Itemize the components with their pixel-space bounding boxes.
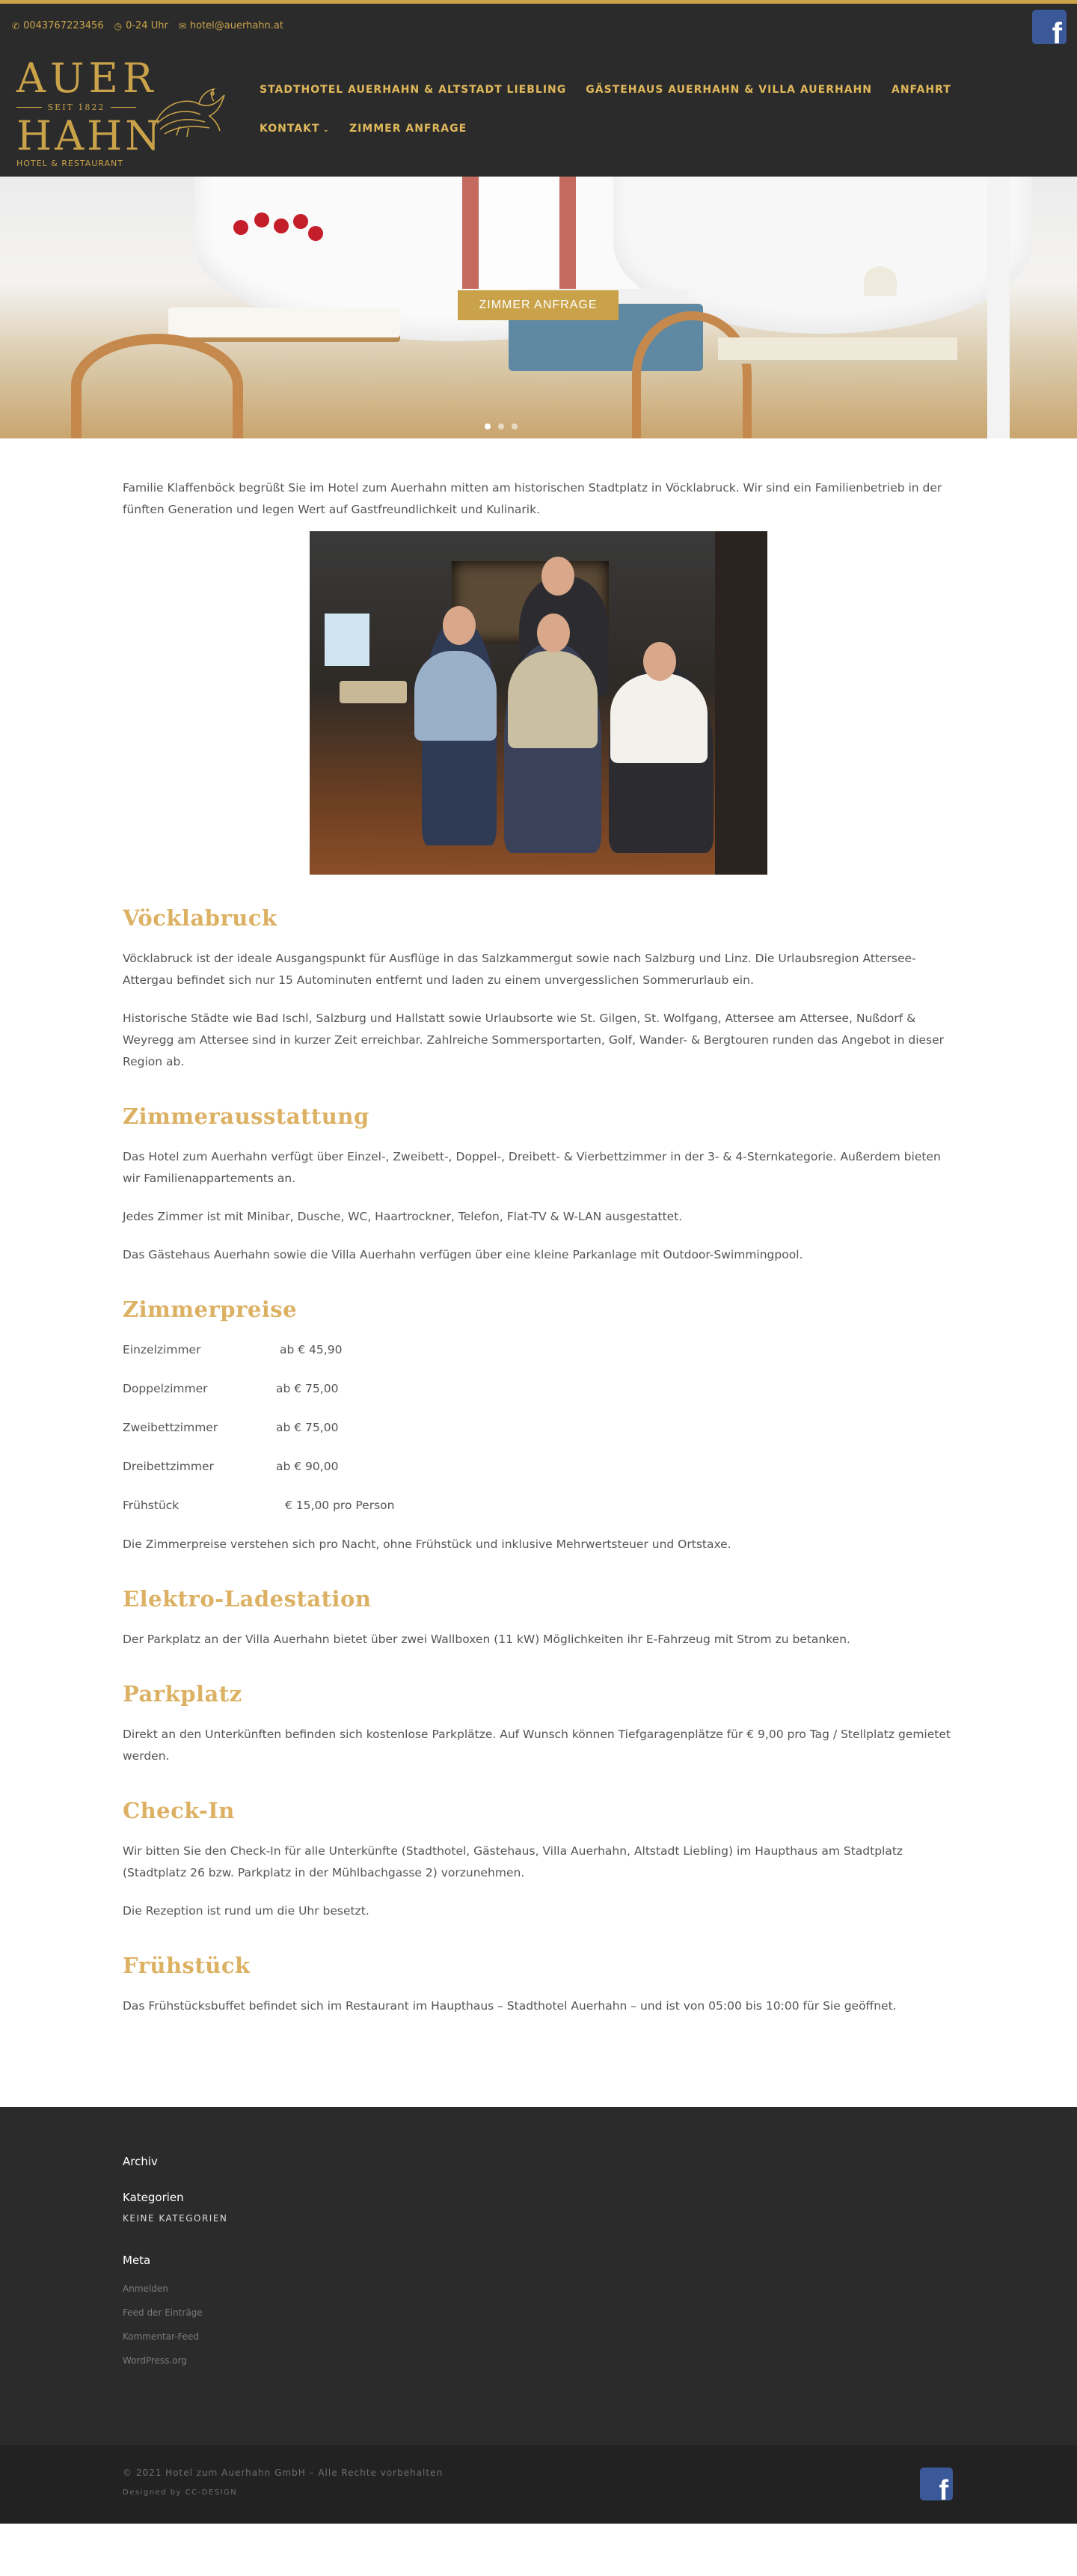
- facebook-icon[interactable]: f: [920, 2468, 953, 2500]
- voecklabruck-text-1: Vöcklabruck ist der ideale Ausgangspunkt für Ausflüge in das Salzkammergut sowie nach Salzburg und Linz. Die Urlaubsregion Attersee-Attergau befindet sich nur 15 Autominuten entfernt und laden zu einem unvergesslichen Sommerurlaub ein.: [123, 952, 916, 987]
- site-logo[interactable]: [16, 55, 164, 168]
- heading-check-in: Check-In: [123, 1798, 235, 1823]
- logo-word-hahn: HAHN: [16, 112, 164, 159]
- clock-icon: ◷: [114, 20, 123, 31]
- meta-link-anmelden[interactable]: Anmelden: [123, 2283, 168, 2294]
- meta-link-feed[interactable]: Feed der Einträge: [123, 2307, 203, 2318]
- opening-hours: [114, 20, 168, 31]
- zimmer-anfrage-button[interactable]: ZIMMER ANFRAGE: [458, 290, 619, 320]
- no-categories-text: KEINE KATEGORIEN: [123, 2213, 228, 2224]
- facebook-icon[interactable]: f: [1032, 10, 1067, 44]
- footer-heading-meta: Meta: [123, 2254, 151, 2267]
- chevron-down-icon: ⌄: [322, 126, 330, 134]
- fruehstueck-text: Das Frühstücksbuffet befindet sich im Restaurant im Haupthaus – Stadthotel Auerhahn – und ist von 05:00 bis 10:00 für Sie geöffnet.: [123, 1999, 897, 2013]
- nav-item-stadthotel[interactable]: STADTHOTEL AUERHAHN & ALTSTADT LIEBLING: [260, 84, 567, 96]
- footer-heading-kategorien: Kategorien: [123, 2191, 184, 2204]
- hero-slider: [0, 177, 1077, 438]
- nav-item-kontakt[interactable]: KONTAKT ⌄: [260, 123, 330, 135]
- footer-heading-archiv: Archiv: [123, 2155, 158, 2168]
- room-type: Doppelzimmer: [123, 1382, 208, 1395]
- copyright-text: © 2021 Hotel zum Auerhahn GmbH – Alle Rechte vorbehalten: [123, 2468, 444, 2478]
- slider-dots: [485, 423, 518, 429]
- intro-text: Familie Klaffenböck begrüßt Sie im Hotel zum Auerhahn mitten am historischen Stadtplatz in Vöcklabruck. Wir sind ein Familienbetrieb in der fünften Generation und legen Wert auf Gastfreundlichkeit und Kulinarik.: [123, 481, 942, 516]
- room-price: ab € 45,90: [280, 1343, 343, 1356]
- price-row: [123, 1417, 954, 1439]
- room-price: ab € 90,00: [276, 1460, 339, 1473]
- price-row: [123, 1378, 954, 1400]
- nav-item-gaestehaus[interactable]: GÄSTEHAUS AUERHAHN & VILLA AUERHAHN: [586, 84, 872, 96]
- heading-parkplatz: Parkplatz: [123, 1681, 242, 1707]
- zimmer-text-3: Das Gästehaus Auerhahn sowie die Villa Auerhahn verfügen über eine kleine Parkanlage mit Outdoor-Swimmingpool.: [123, 1248, 803, 1261]
- main-navigation: [260, 82, 1007, 138]
- email-link[interactable]: [179, 20, 283, 31]
- heading-voecklabruck: Vöcklabruck: [123, 905, 277, 931]
- top-bar: [12, 20, 283, 31]
- voecklabruck-text-2: Historische Städte wie Bad Ischl, Salzburg und Hallstatt sowie Urlaubsorte wie St. Gilgen, St. Wolfgang, Attersee am Attersee, Nußdorf & Weyregg am Attersee sind in kurzer Zeit erreichbar. Zahlreiche Sommersportarten, Golf, Wander- & Bergtouren runden das Angebot in dieser Region ab.: [123, 1012, 945, 1068]
- price-note: Die Zimmerpreise verstehen sich pro Nacht, ohne Frühstück und inklusive Mehrwertsteuer und Ortstaxe.: [123, 1538, 731, 1551]
- phone-number: 0043767223456: [23, 20, 104, 31]
- meta-link-kommentar-feed[interactable]: Kommentar-Feed: [123, 2331, 200, 2342]
- heading-zimmerausstattung: Zimmerausstattung: [123, 1104, 369, 1129]
- footer-bottom-bar: [0, 2445, 1077, 2524]
- slider-dot[interactable]: [512, 423, 518, 429]
- family-photo: [310, 531, 767, 875]
- slider-dot[interactable]: [498, 423, 504, 429]
- heading-elektro-ladestation: Elektro-Ladestation: [123, 1586, 372, 1612]
- site-footer: [0, 2107, 1077, 2445]
- heading-fruehstueck: Frühstück: [123, 1953, 251, 1978]
- rooster-logo-icon: [147, 82, 230, 141]
- hours-text: 0-24 Uhr: [126, 20, 168, 31]
- meta-links: [123, 2283, 954, 2366]
- nav-item-zimmer-anfrage[interactable]: ZIMMER ANFRAGE: [349, 123, 467, 135]
- price-list: [123, 1339, 954, 1517]
- room-type: Zweibettzimmer: [123, 1421, 218, 1434]
- email-text: hotel@auerhahn.at: [189, 20, 283, 31]
- room-price: ab € 75,00: [276, 1421, 339, 1434]
- nav-item-anfahrt[interactable]: ANFAHRT: [892, 84, 951, 96]
- room-type: Dreibettzimmer: [123, 1460, 214, 1473]
- meta-link-wordpress[interactable]: WordPress.org: [123, 2355, 187, 2366]
- elektro-text: Der Parkplatz an der Villa Auerhahn bietet über zwei Wallboxen (11 kW) Möglichkeiten ihr E-Fahrzeug mit Strom zu betanken.: [123, 1633, 850, 1646]
- checkin-text-1: Wir bitten Sie den Check-In für alle Unterkünfte (Stadthotel, Gästehaus, Villa Auerhahn, Altstadt Liebling) im Haupthaus am Stadtplatz (Stadtplatz 26 bzw. Parkplatz in der Mühlbachgasse 2) vorzunehmen.: [123, 1844, 903, 1879]
- room-price: € 15,00 pro Person: [285, 1499, 395, 1512]
- slider-dot[interactable]: [485, 423, 491, 429]
- heading-zimmerpreise: Zimmerpreise: [123, 1297, 298, 1322]
- envelope-icon: ✉: [178, 20, 186, 31]
- price-row: [123, 1339, 954, 1361]
- phone-link[interactable]: [12, 20, 104, 31]
- site-header: [0, 0, 1077, 177]
- zimmer-text-2: Jedes Zimmer ist mit Minibar, Dusche, WC, Haartrockner, Telefon, Flat-TV & W-LAN ausgestattet.: [123, 1210, 683, 1223]
- room-type: Einzelzimmer: [123, 1343, 201, 1356]
- price-row: [123, 1456, 954, 1478]
- zimmer-text-1: Das Hotel zum Auerhahn verfügt über Einzel-, Zweibett-, Doppel-, Dreibett- & Vierbettzimmer in der 3- & 4-Sternkategorie. Außerdem bieten wir Familienappartements an.: [123, 1150, 941, 1185]
- price-row: [123, 1495, 954, 1517]
- designer-credit[interactable]: Designed by CC-DESIGN: [123, 2488, 238, 2497]
- main-content: [0, 438, 1077, 2107]
- room-type: Frühstück: [123, 1499, 180, 1512]
- logo-word-auer: AUER: [16, 55, 158, 102]
- phone-icon: ✆: [12, 20, 20, 31]
- parkplatz-text: Direkt an den Unterkünften befinden sich kostenlose Parkplätze. Auf Wunsch können Tiefgaragenplätze für € 9,00 pro Tag / Stellplatz gemietet werden.: [123, 1728, 951, 1763]
- logo-since: SEIT 1822: [16, 103, 136, 112]
- checkin-text-2: Die Rezeption ist rund um die Uhr besetzt.: [123, 1904, 369, 1918]
- logo-subtitle: HOTEL & RESTAURANT: [16, 159, 123, 168]
- room-price: ab € 75,00: [276, 1382, 339, 1395]
